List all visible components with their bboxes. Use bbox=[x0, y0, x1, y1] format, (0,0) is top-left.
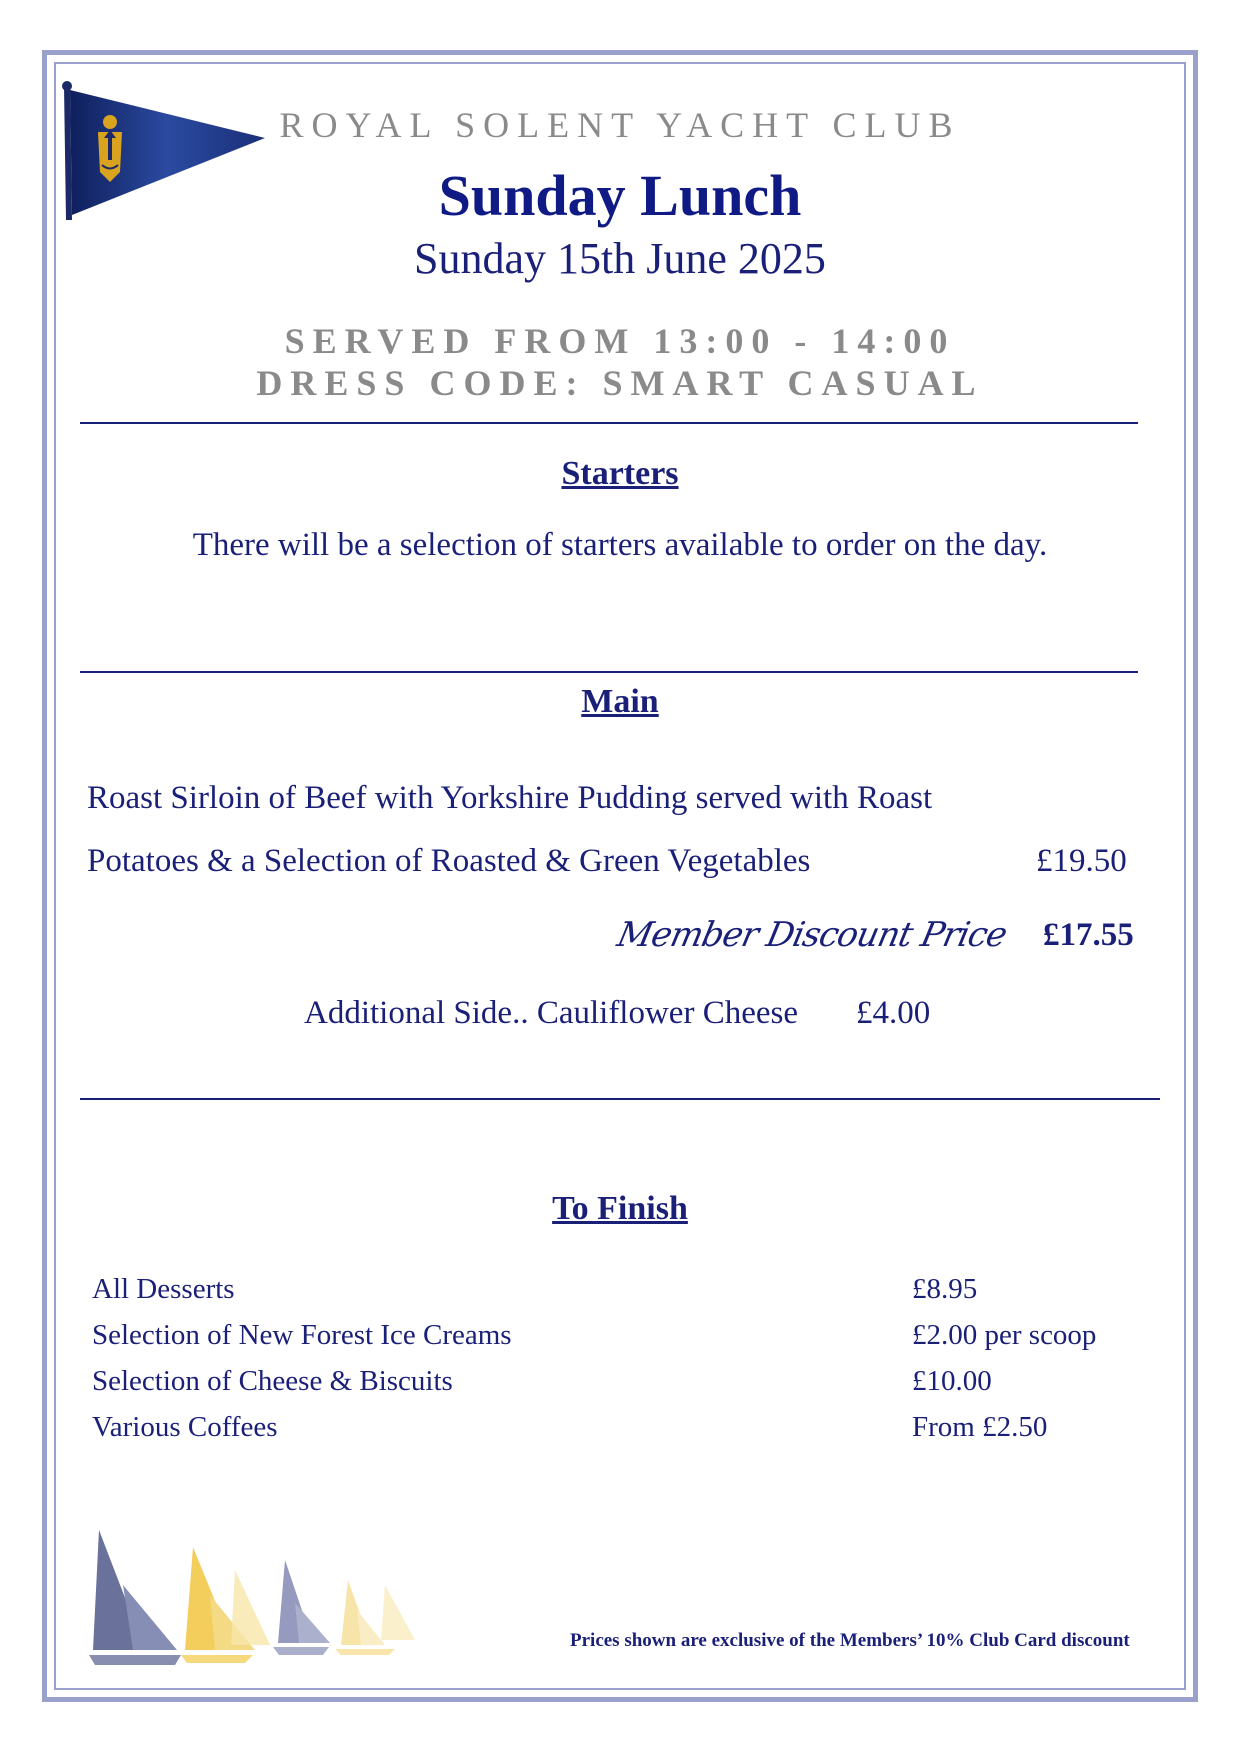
footer-note: Prices shown are exclusive of the Members’ 10% Club Card discount bbox=[570, 1630, 1130, 1651]
finish-heading: To Finish bbox=[552, 1190, 688, 1227]
member-discount-price: £17.55 bbox=[1043, 917, 1134, 953]
divider bbox=[80, 671, 1138, 673]
main-dish-price: £19.50 bbox=[1036, 843, 1127, 879]
divider bbox=[80, 1098, 1160, 1100]
served-time: SERVED FROM 13:00 - 14:00 bbox=[284, 321, 956, 361]
member-discount-label: Member Discount Price bbox=[613, 915, 1010, 955]
starters-heading: Starters bbox=[561, 455, 679, 492]
dessert-item-name: Various Coffees bbox=[92, 1411, 278, 1443]
starters-text: There will be a selection of starters available to order on the day. bbox=[192, 527, 1048, 563]
dessert-item-price: From £2.50 bbox=[912, 1411, 1048, 1443]
main-dish-line2: Potatoes & a Selection of Roasted & Green Vegetables bbox=[87, 843, 811, 879]
dessert-item-name: Selection of New Forest Ice Creams bbox=[92, 1319, 512, 1351]
dessert-item-price: £2.00 per scoop bbox=[912, 1319, 1097, 1351]
sailboats-illustration bbox=[85, 1525, 455, 1670]
main-dish-line1: Roast Sirloin of Beef with Yorkshire Pudding served with Roast bbox=[87, 780, 933, 816]
dessert-item-price: £8.95 bbox=[912, 1273, 978, 1305]
divider bbox=[80, 422, 1138, 424]
main-heading: Main bbox=[581, 683, 659, 720]
dessert-item-name: All Desserts bbox=[92, 1273, 235, 1305]
menu-title: Sunday Lunch bbox=[438, 163, 802, 228]
menu-date: Sunday 15th June 2025 bbox=[414, 234, 826, 283]
dessert-item-price: £10.00 bbox=[912, 1365, 992, 1397]
side-dish-price: £4.00 bbox=[856, 995, 931, 1031]
side-dish: Additional Side.. Cauliflower Cheese bbox=[304, 995, 798, 1031]
dress-code: DRESS CODE: SMART CASUAL bbox=[256, 363, 984, 403]
dessert-item-name: Selection of Cheese & Biscuits bbox=[92, 1365, 453, 1397]
club-name: ROYAL SOLENT YACHT CLUB bbox=[279, 105, 961, 145]
